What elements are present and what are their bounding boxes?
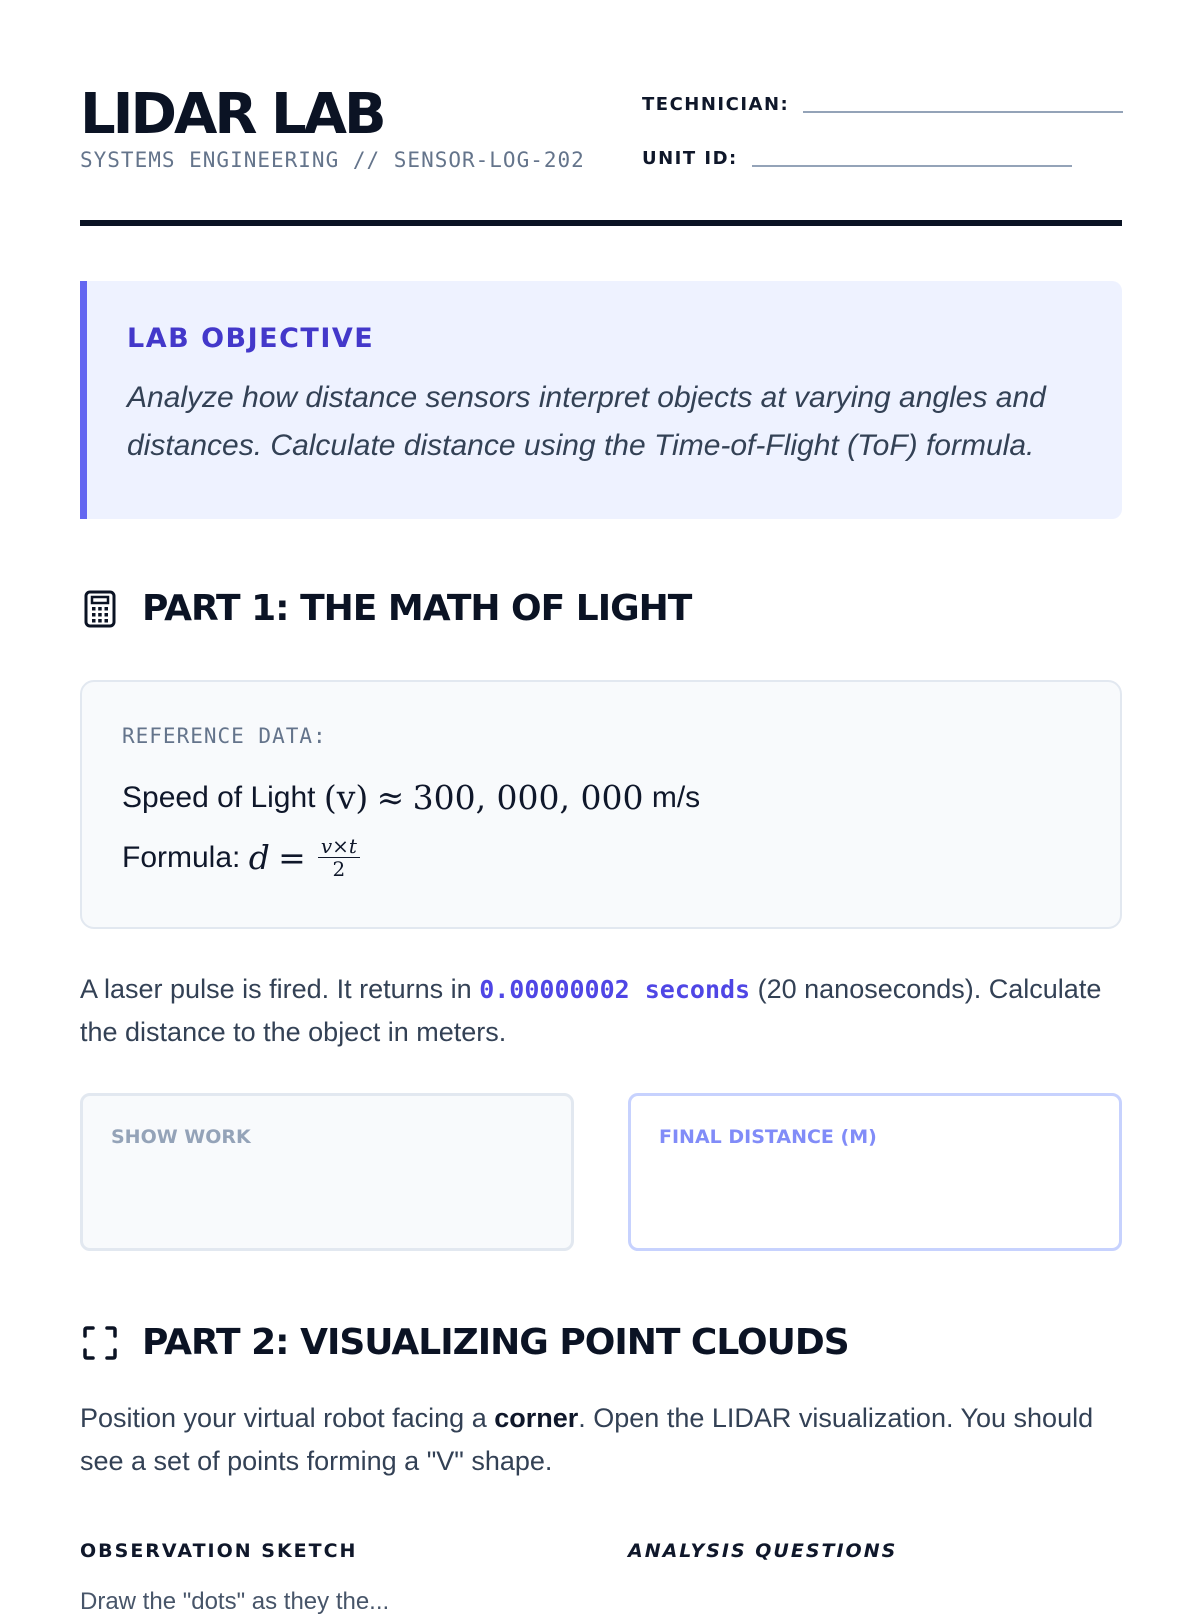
observation-sketch-label: OBSERVATION SKETCH [80,1540,358,1562]
technician-label: TECHNICIAN: [642,94,790,115]
speed-of-light-row [122,778,1080,817]
speed-var: (v) [323,778,369,817]
problem-before: A laser pulse is fired. It returns in [80,974,480,1004]
formula-equals: = [278,838,306,877]
part2-heading-text: PART 2: VISUALIZING POINT CLOUDS [142,1322,849,1363]
speed-approx: ≈ [376,778,405,817]
objective-label: LAB OBJECTIVE [127,323,375,354]
part2-heading [80,1322,849,1363]
show-work-box[interactable] [80,1093,574,1251]
objective-body: Analyze how distance sensors interpret objects at varying angles and distances. Calculate distance using the Time-of-Flight (ToF) formula. [127,381,1046,462]
unit-id-input-line[interactable] [752,164,1072,167]
formula-fraction [318,835,360,880]
reference-data-box [80,680,1122,929]
unit-id-field[interactable] [642,148,1072,169]
formula-denominator: 2 [332,857,346,881]
problem-text [80,968,1130,1053]
formula-numerator: v×t [318,835,360,858]
formula-prefix: Formula: [122,840,241,874]
problem-after: (20 nanoseconds). Calculate the distance to the object in meters. [80,974,1102,1047]
page-subtitle: SYSTEMS ENGINEERING // SENSOR-LOG-202 [80,148,585,172]
technician-input-line[interactable] [803,110,1123,113]
objective-callout [80,281,1122,519]
part2-instructions [80,1397,1130,1483]
formula-lhs: d [248,838,270,877]
speed-prefix: Speed of Light [122,780,316,814]
reference-label: REFERENCE DATA: [122,724,327,748]
observation-instructions-cutoff: Draw the "dots" as they the... [80,1588,390,1615]
show-work-label: SHOW WORK [111,1126,251,1148]
formula-row [122,835,1080,880]
scan-frame-icon [80,1323,120,1363]
part1-heading-text: PART 1: THE MATH OF LIGHT [142,588,692,629]
part1-heading [80,588,691,629]
part2-text-bold: corner [494,1403,579,1433]
technician-field[interactable] [642,94,1123,115]
analysis-questions-label: ANALYSIS QUESTIONS [628,1540,898,1562]
calculator-icon [80,589,120,629]
unit-id-label: UNIT ID: [642,148,738,169]
final-distance-box[interactable] [628,1093,1122,1251]
problem-time-value: 0.00000002 seconds [479,975,751,1004]
header-divider [80,220,1122,226]
speed-value: 300, 000, 000 [412,778,644,817]
page-title: LIDAR LAB [80,82,384,147]
part2-text-after: . Open the LIDAR visualization. You should see a set of points forming a "V" shape. [80,1403,1094,1476]
part2-text-before: Position your virtual robot facing a [80,1403,495,1433]
speed-unit: m/s [651,780,701,814]
final-distance-label: FINAL DISTANCE (M) [659,1126,877,1148]
